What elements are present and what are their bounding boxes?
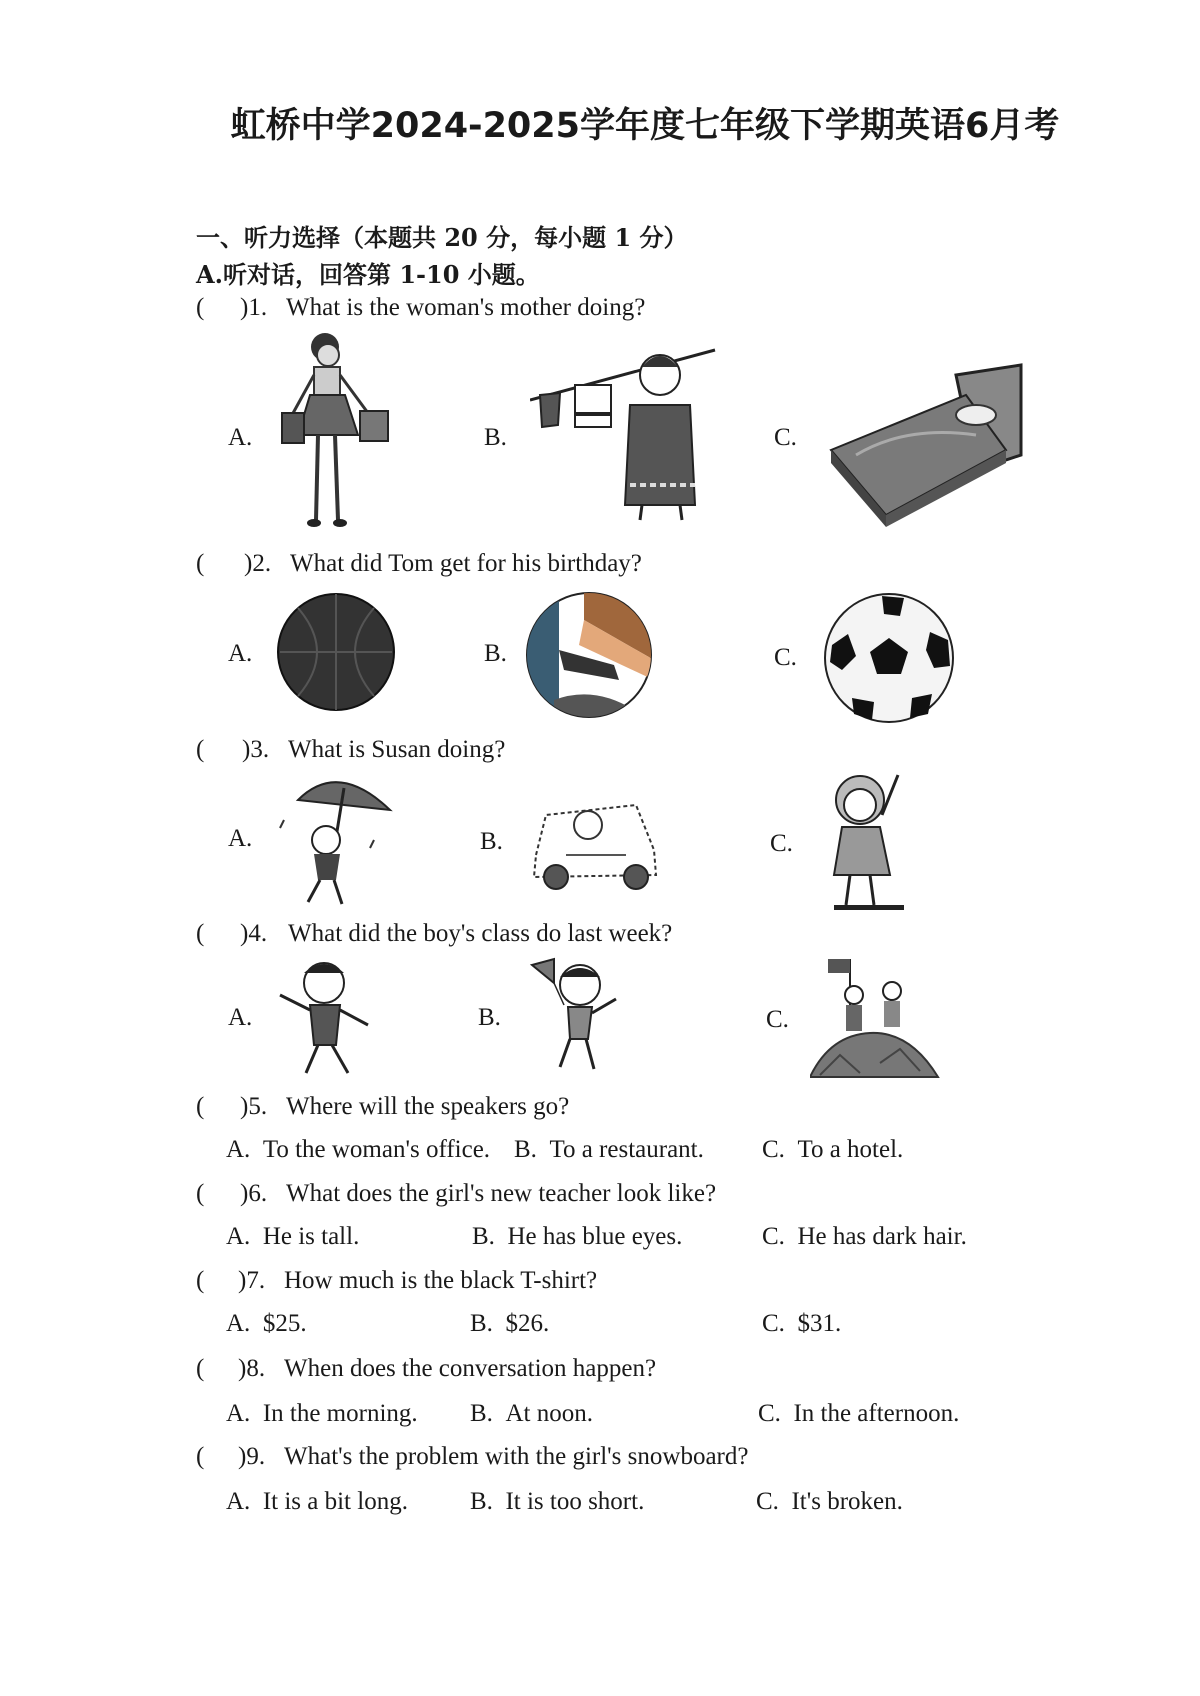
answer-blank-open[interactable]: ( bbox=[196, 1093, 205, 1120]
option-b[interactable] bbox=[470, 1488, 644, 1516]
answer-blank-open[interactable]: ( bbox=[196, 920, 205, 947]
option-b-label[interactable]: B. bbox=[484, 640, 507, 667]
option-b-label[interactable]: B. bbox=[484, 424, 507, 451]
question-number: )9. bbox=[238, 1443, 266, 1470]
answer-blank-open[interactable]: ( bbox=[196, 1267, 205, 1294]
option-label: C. bbox=[762, 1310, 785, 1337]
option-text: $25. bbox=[262, 1310, 307, 1337]
option-label: C. bbox=[762, 1136, 785, 1163]
option-a[interactable] bbox=[226, 1400, 418, 1428]
option-a-label[interactable]: A. bbox=[228, 1004, 253, 1031]
option-label: C. bbox=[762, 1223, 785, 1250]
option-label: A. bbox=[226, 1488, 251, 1515]
answer-blank-open[interactable]: ( bbox=[196, 550, 205, 577]
option-text: He has dark hair. bbox=[797, 1223, 967, 1250]
option-b[interactable] bbox=[472, 1223, 682, 1251]
question-number: )5. bbox=[240, 1093, 268, 1120]
question-text: When does the conversation happen? bbox=[284, 1355, 657, 1382]
option-text: To a hotel. bbox=[797, 1136, 904, 1163]
option-label: A. bbox=[226, 1400, 251, 1427]
hikers-on-mountain-icon[interactable] bbox=[810, 955, 940, 1080]
answer-blank-open[interactable]: ( bbox=[196, 1355, 205, 1382]
option-a-label[interactable]: A. bbox=[228, 424, 253, 451]
option-label: B. bbox=[470, 1400, 493, 1427]
option-label: A. bbox=[226, 1136, 251, 1163]
answer-blank-open[interactable]: ( bbox=[196, 736, 205, 763]
question-text: What did Tom get for his birthday? bbox=[290, 550, 642, 577]
boy-dancing-icon[interactable] bbox=[270, 955, 380, 1080]
answer-blank-open[interactable]: ( bbox=[196, 1443, 205, 1470]
soccer-ball-icon[interactable] bbox=[822, 590, 956, 726]
option-label: B. bbox=[514, 1136, 537, 1163]
option-label: B. bbox=[472, 1223, 495, 1250]
question-text: What is the woman's mother doing? bbox=[286, 294, 646, 321]
answer-blank-open[interactable]: ( bbox=[196, 1180, 205, 1207]
option-a[interactable] bbox=[226, 1223, 359, 1251]
option-text: To the woman's office. bbox=[262, 1136, 491, 1163]
girl-with-shopping-bags-icon[interactable] bbox=[280, 325, 400, 535]
option-text: He is tall. bbox=[262, 1223, 360, 1250]
option-text: It's broken. bbox=[791, 1488, 903, 1515]
option-label: A. bbox=[226, 1310, 251, 1337]
question-text: What's the problem with the girl's snowboard? bbox=[284, 1443, 749, 1470]
section-heading: 一、听力选择（本题共 20 分，每小题 1 分） bbox=[196, 223, 688, 252]
basketball-icon[interactable] bbox=[276, 590, 396, 714]
option-b[interactable] bbox=[470, 1310, 549, 1338]
option-text: He has blue eyes. bbox=[507, 1223, 683, 1250]
option-a[interactable] bbox=[226, 1310, 307, 1338]
page-title: 虹桥中学2024-2025学年度七年级下学期英语6月考 bbox=[230, 106, 1060, 146]
option-c-label[interactable]: C. bbox=[770, 830, 793, 857]
option-b-label[interactable]: B. bbox=[480, 828, 503, 855]
option-label: C. bbox=[758, 1400, 781, 1427]
option-c-label[interactable]: C. bbox=[774, 644, 797, 671]
question-number: )2. bbox=[244, 550, 272, 577]
car-icon[interactable] bbox=[526, 795, 666, 895]
option-text: It is a bit long. bbox=[262, 1488, 408, 1515]
boy-with-umbrella-icon[interactable] bbox=[278, 770, 396, 910]
boy-flying-kite-icon[interactable] bbox=[524, 955, 624, 1075]
option-c[interactable] bbox=[762, 1223, 967, 1251]
option-c[interactable] bbox=[758, 1400, 959, 1428]
option-label: B. bbox=[470, 1310, 493, 1337]
option-text: In the morning. bbox=[262, 1400, 418, 1427]
option-text: To a restaurant. bbox=[549, 1136, 704, 1163]
question-text: Where will the speakers go? bbox=[286, 1093, 570, 1120]
option-label: B. bbox=[470, 1488, 493, 1515]
question-number: )1. bbox=[240, 294, 268, 321]
option-a[interactable] bbox=[226, 1136, 490, 1164]
option-text: In the afternoon. bbox=[793, 1400, 960, 1427]
option-c[interactable] bbox=[762, 1310, 841, 1338]
question-number: )7. bbox=[238, 1267, 266, 1294]
option-c-label[interactable]: C. bbox=[774, 424, 797, 451]
option-b[interactable] bbox=[514, 1136, 704, 1164]
volleyball-icon[interactable] bbox=[524, 590, 654, 724]
option-c-label[interactable]: C. bbox=[766, 1006, 789, 1033]
option-b-label[interactable]: B. bbox=[478, 1004, 501, 1031]
option-c[interactable] bbox=[762, 1136, 903, 1164]
option-a-label[interactable]: A. bbox=[228, 825, 253, 852]
question-number: )4. bbox=[240, 920, 268, 947]
option-label: A. bbox=[226, 1223, 251, 1250]
bed-icon[interactable] bbox=[826, 355, 1026, 530]
option-text: $31. bbox=[797, 1310, 842, 1337]
question-number: )3. bbox=[242, 736, 270, 763]
question-number: )8. bbox=[238, 1355, 266, 1382]
option-text: It is too short. bbox=[505, 1488, 645, 1515]
answer-blank-open[interactable]: ( bbox=[196, 294, 205, 321]
question-text: What is Susan doing? bbox=[288, 736, 506, 763]
option-text: $26. bbox=[505, 1310, 550, 1337]
option-c[interactable] bbox=[756, 1488, 903, 1516]
question-number: )6. bbox=[240, 1180, 268, 1207]
option-text: At noon. bbox=[505, 1400, 593, 1427]
section-subheading: A.听对话，回答第 1-10 小题。 bbox=[196, 260, 540, 289]
question-text: What does the girl's new teacher look like? bbox=[286, 1180, 717, 1207]
option-label: C. bbox=[756, 1488, 779, 1515]
question-text: What did the boy's class do last week? bbox=[288, 920, 673, 947]
option-b[interactable] bbox=[470, 1400, 593, 1428]
option-a-label[interactable]: A. bbox=[228, 640, 253, 667]
woman-hanging-laundry-icon[interactable] bbox=[530, 345, 720, 525]
question-text: How much is the black T-shirt? bbox=[284, 1267, 598, 1294]
option-a[interactable] bbox=[226, 1488, 408, 1516]
girl-waving-icon[interactable] bbox=[820, 765, 910, 915]
